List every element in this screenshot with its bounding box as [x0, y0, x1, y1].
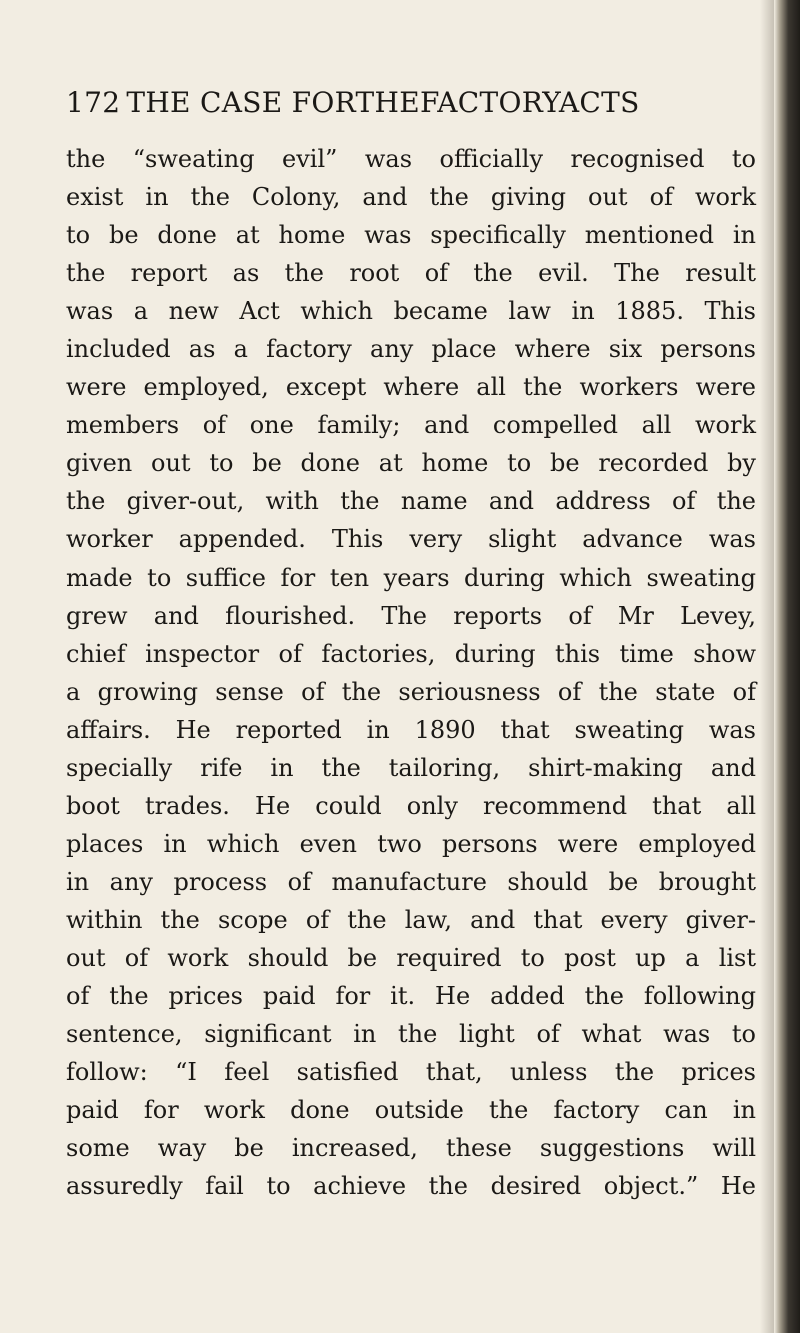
text-line: to be done at home was specifically mentioned in [66, 221, 756, 250]
text-line: included as a factory any place where six persons [66, 335, 756, 364]
text-line: were employed, except where all the workers were [66, 373, 756, 402]
text-line: the report as the root of the evil. The result [66, 259, 756, 288]
text-line: exist in the Colony, and the giving out of work [66, 183, 756, 212]
text-line: members of one family; and compelled all work [66, 411, 756, 440]
running-title: THE CASE FORTHEFACTORYACTS [126, 86, 640, 119]
text-line: grew and flourished. The reports of Mr Levey, [66, 601, 756, 630]
text-line: was a new Act which became law in 1885. This [66, 297, 756, 326]
text-line: paid for work done outside the factory can in [66, 1096, 756, 1125]
text-line: in any process of manufacture should be brought [66, 867, 756, 896]
text-line: chief inspector of factories, during this time show [66, 639, 756, 668]
text-line: some way be increased, these suggestions will [66, 1134, 756, 1163]
text-line: out of work should be required to post up a list [66, 943, 756, 972]
text-line: a growing sense of the seriousness of the state of [66, 677, 756, 706]
text-line: boot trades. He could only recommend that all [66, 791, 756, 820]
text-line: affairs. He reported in 1890 that sweating was [66, 715, 756, 744]
text-line: given out to be done at home to be recorded by [66, 449, 756, 478]
text-line: places in which even two persons were employed [66, 829, 756, 858]
text-line: the “sweating evil” was officially recognised to [66, 145, 756, 173]
page-edge-shadow [760, 0, 774, 1333]
page-number: 172 [66, 86, 121, 119]
text-line: within the scope of the law, and that every giver- [66, 905, 756, 934]
text-line: of the prices paid for it. He added the following [66, 982, 756, 1011]
body-paragraph [66, 140, 756, 1205]
text-line: made to suffice for ten years during which sweating [66, 563, 756, 592]
book-binding-edge [774, 0, 800, 1333]
text-line: follow: “I feel satisfied that, unless the prices [66, 1058, 756, 1087]
text-line: sentence, significant in the light of what was to [66, 1020, 756, 1049]
text-line: specially rife in the tailoring, shirt-making and [66, 753, 756, 782]
text-line: the giver-out, with the name and address of the [66, 487, 756, 516]
running-header [66, 82, 766, 124]
text-line: worker appended. This very slight advance was [66, 525, 756, 554]
text-line: assuredly fail to achieve the desired object.” He [66, 1172, 756, 1201]
